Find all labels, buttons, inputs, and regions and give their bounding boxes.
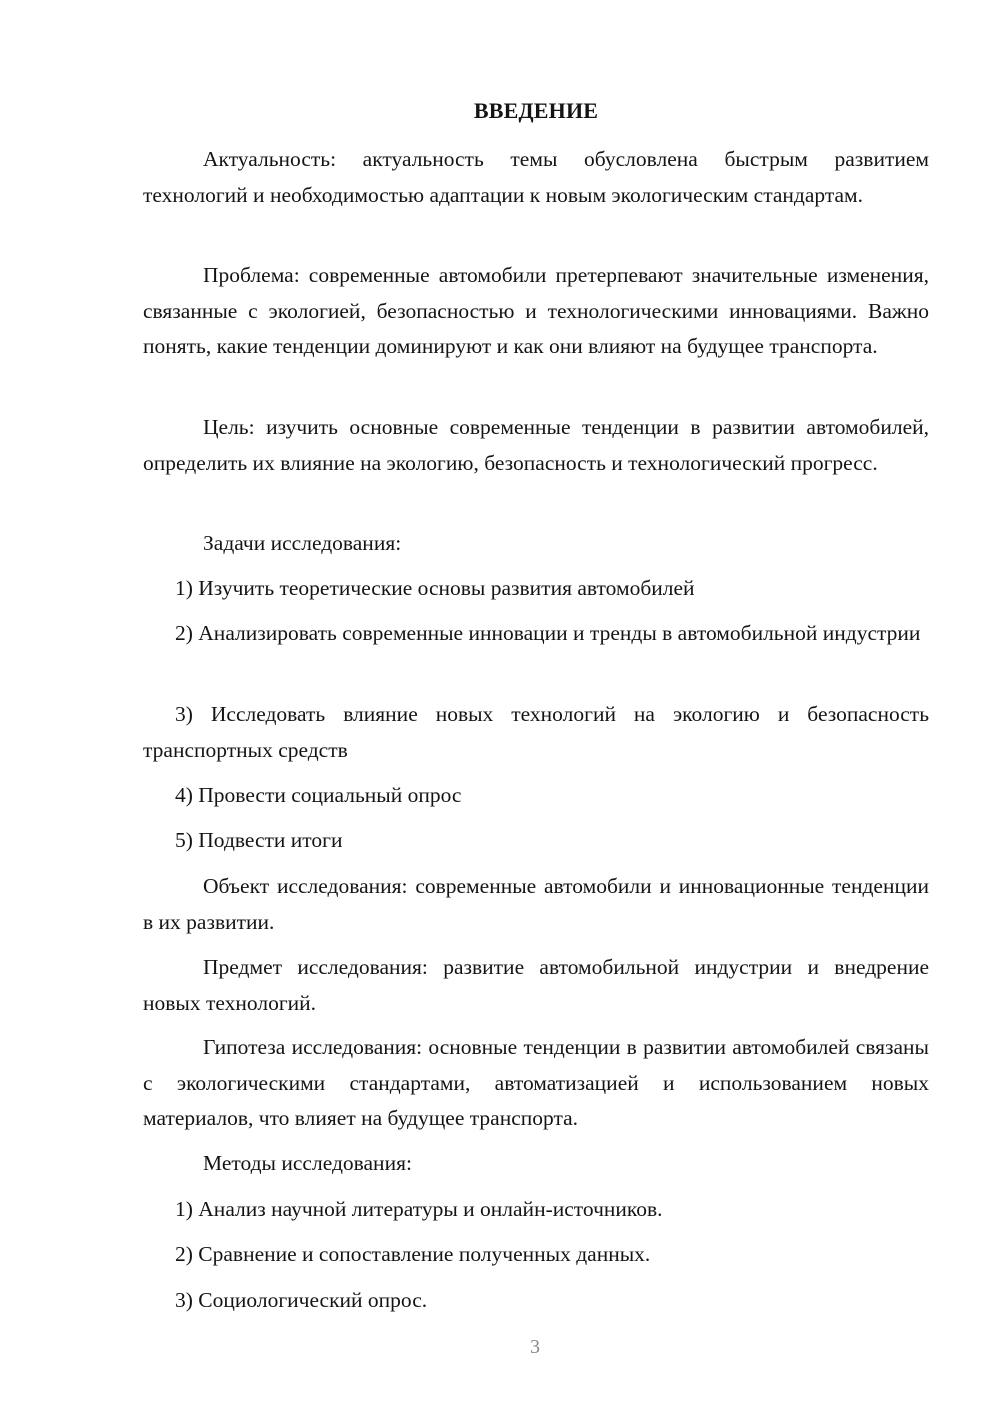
page-title: ВВЕДЕНИЕ (473, 98, 599, 123)
task-item-5: 5) Подвести итоги (175, 828, 343, 852)
paragraph-goal: Цель: изучить основные современные тенденции в развитии автомобилей, определить их влияние на экологию, безопасность и технологический прогресс. (143, 415, 929, 475)
method-item-1: 1) Анализ научной литературы и онлайн-источников. (175, 1197, 663, 1221)
page-number: 3 (530, 1336, 540, 1358)
task-item-3: 3) Исследовать влияние новых технологий на экологию и безопасность транспортных средств (143, 702, 929, 762)
method-item-3: 3) Социологический опрос. (175, 1288, 428, 1312)
paragraph-problem: Проблема: современные автомобили претерпевают значительные изменения, связанные с экологией, безопасностью и технологическими инновациями. Важно понять, какие тенденции доминируют и как они влияют на будущее транспорта. (143, 263, 929, 358)
paragraph-subject: Предмет исследования: развитие автомобильной индустрии и внедрение новых технологий. (143, 955, 929, 1015)
paragraph-methods-heading: Методы исследования: (203, 1151, 412, 1175)
paragraph-relevance: Актуальность: актуальность темы обусловлена быстрым развитием технологий и необходимостью адаптации к новым экологическим стандартам. (143, 147, 929, 207)
paragraph-tasks-heading: Задачи исследования: (203, 531, 402, 555)
task-item-2: 2) Анализировать современные инновации и тренды в автомобильной индустрии (175, 621, 921, 645)
paragraph-hypothesis: Гипотеза исследования: основные тенденции в развитии автомобилей связаны с экологическими стандартами, автоматизацией и использованием новых материалов, что влияет на будущее транспорта. (143, 1035, 929, 1130)
task-item-4: 4) Провести социальный опрос (175, 783, 462, 807)
task-item-1: 1) Изучить теоретические основы развития автомобилей (175, 576, 695, 600)
method-item-2: 2) Сравнение и сопоставление полученных данных. (175, 1242, 651, 1266)
paragraph-object: Объект исследования: современные автомобили и инновационные тенденции в их развитии. (143, 874, 929, 934)
